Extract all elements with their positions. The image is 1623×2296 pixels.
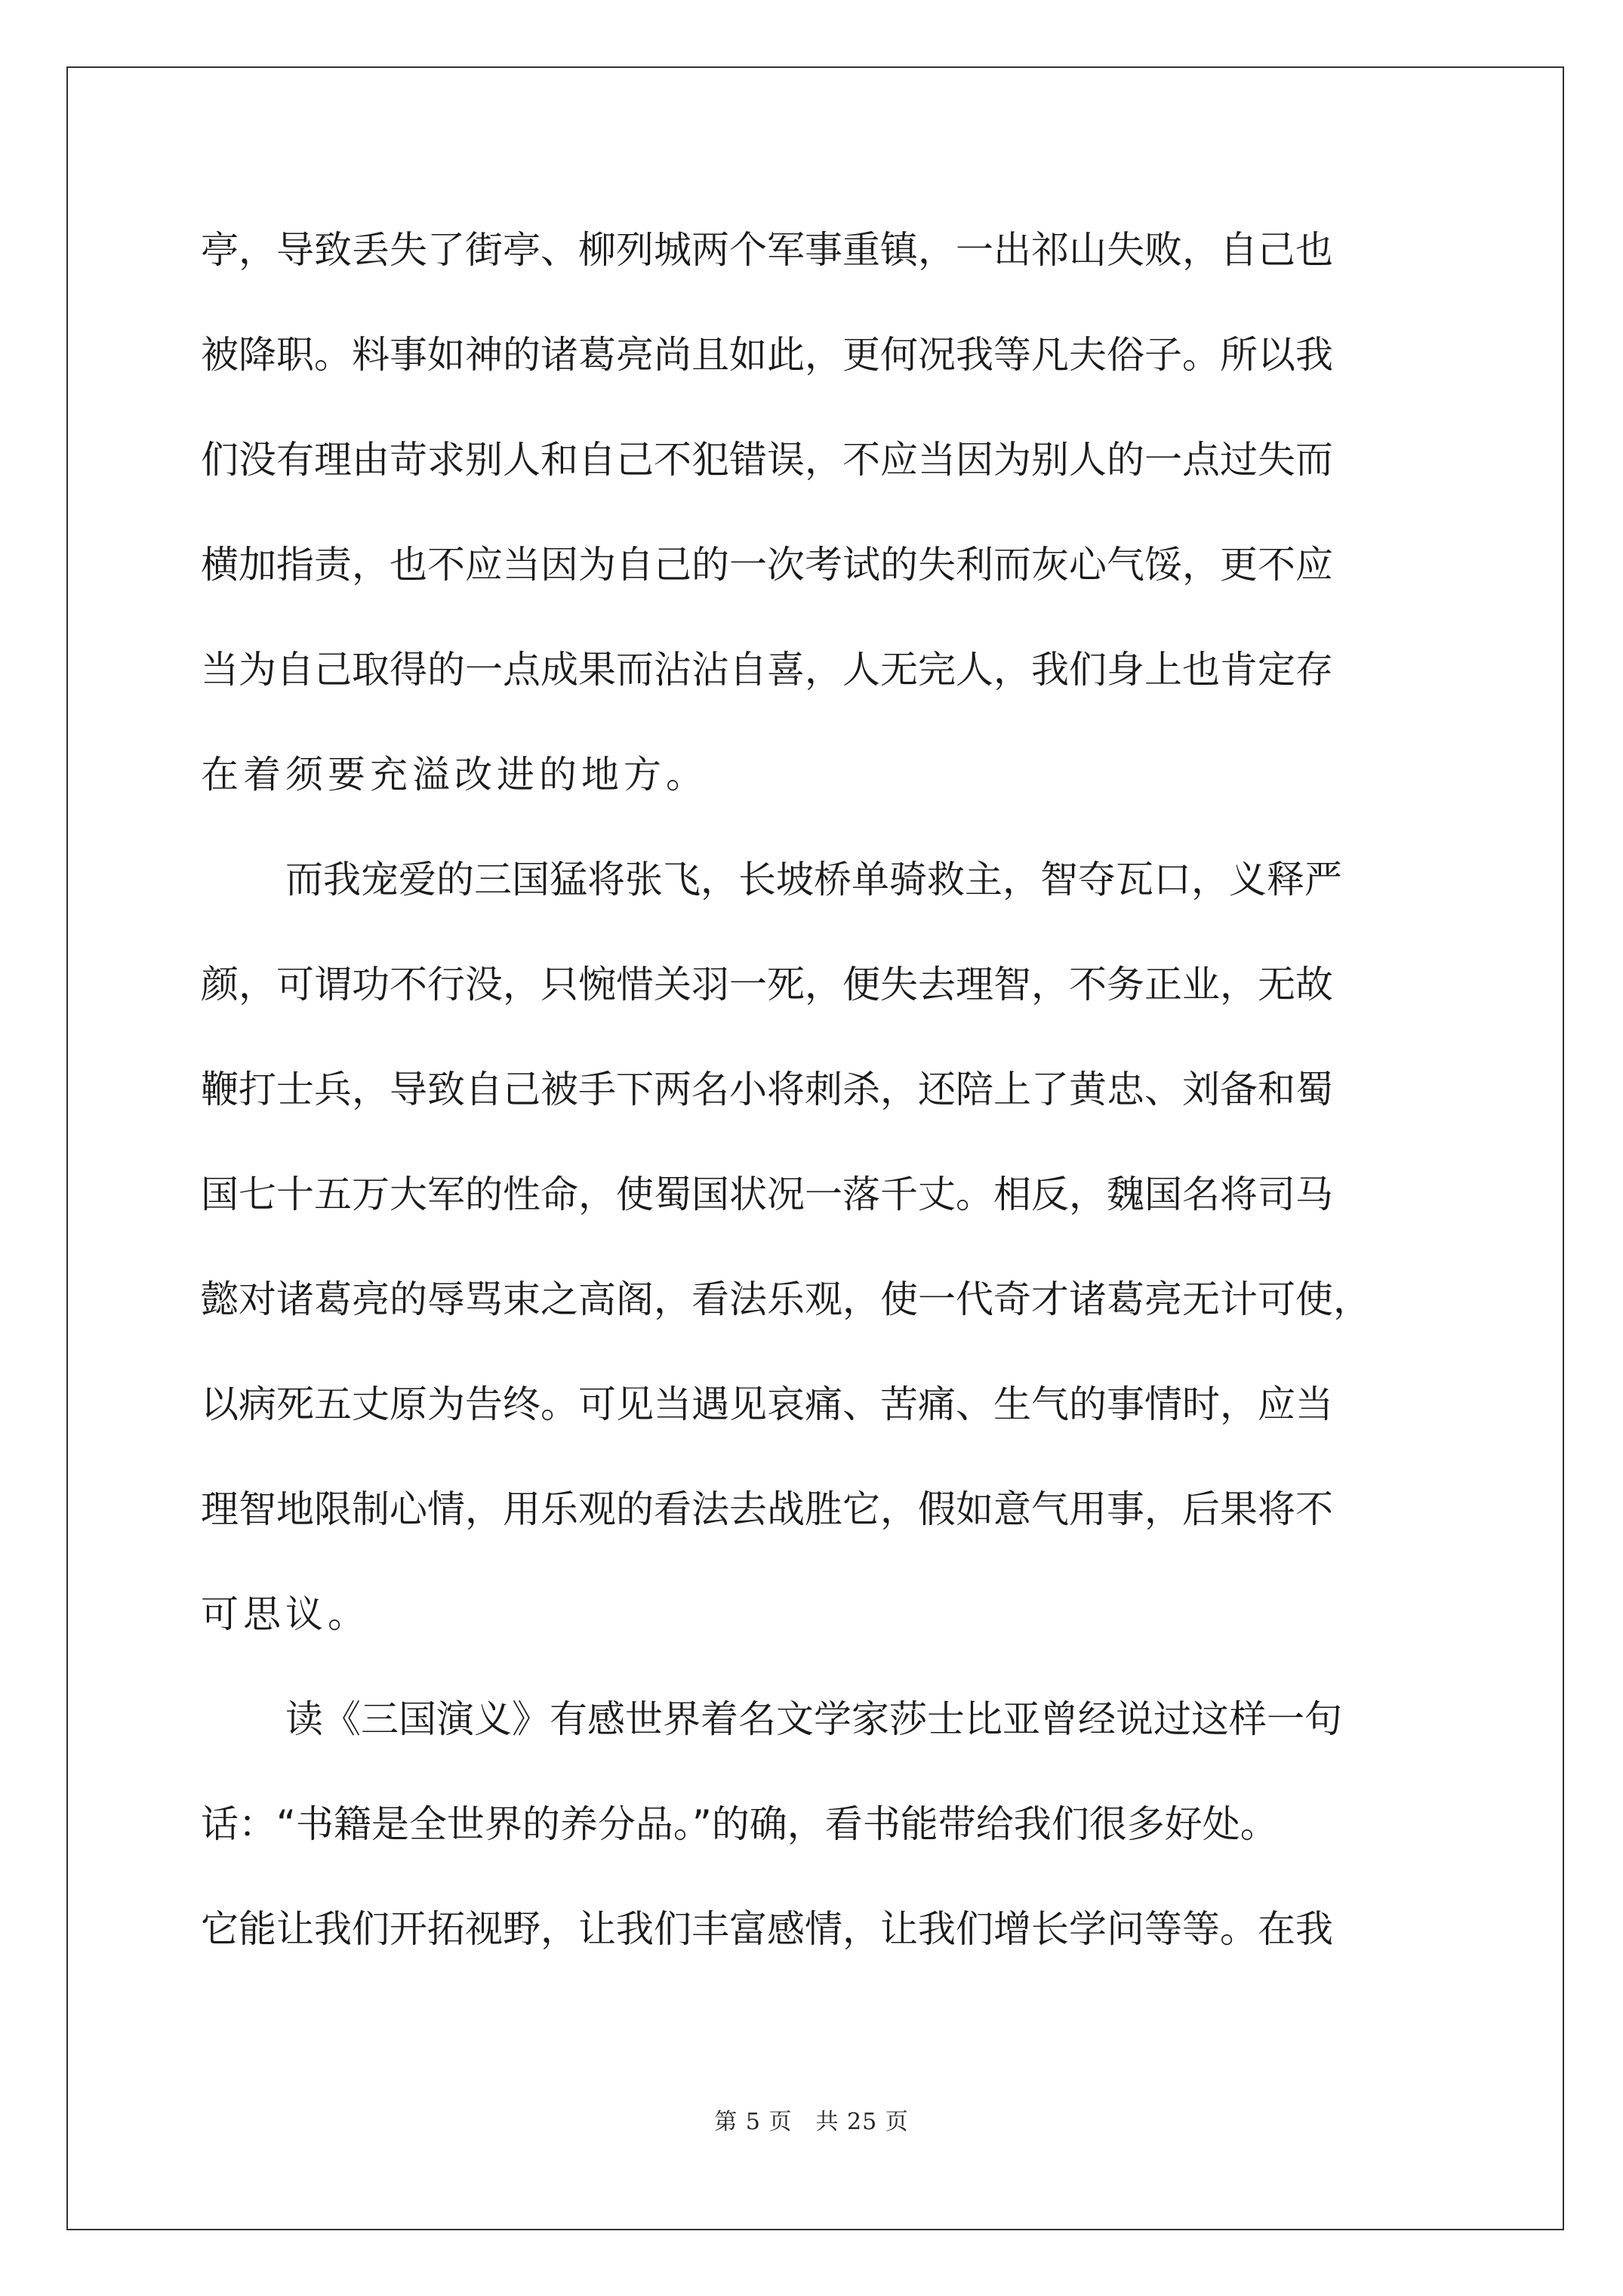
text-line: 可思议。	[201, 1592, 370, 1636]
text-line: 读《三国演义》有感世界着名文学家莎士比亚曾经说过这样一句	[285, 1697, 1342, 1741]
text-line: 它能让我们开拓视野，让我们丰富感情，让我们增长学问等等。在我	[201, 1907, 1333, 1951]
paragraph	[201, 827, 1439, 1667]
text-line: 们没有理由苛求别人和自己不犯错误，不应当因为别人的一点过失而	[201, 438, 1333, 482]
text-line: 理智地限制心情，用乐观的看法去战胜它，假如意气用事，后果将不	[201, 1487, 1333, 1531]
text-line: 颜，可谓功不行没，只惋惜关羽一死，便失去理智，不务正业，无故	[201, 963, 1333, 1006]
text-line: 亭，导致丢失了街亭、柳列城两个军事重镇，一出祁山失败，自己也	[201, 228, 1333, 272]
text-line: 而我宠爱的三国猛将张飞，长坡桥单骑救主，智夺瓦口，义释严	[285, 858, 1342, 901]
text-line: 被降职。料事如神的诸葛亮尚且如此，更何况我等凡夫俗子。所以我	[201, 333, 1333, 377]
document-body	[201, 198, 1439, 1982]
paragraph	[201, 198, 1439, 827]
text-line: 横加指责，也不应当因为自己的一次考试的失利而灰心气馁，更不应	[201, 543, 1333, 587]
paragraph	[201, 1667, 1439, 1982]
text-line: 鞭打士兵，导致自己被手下两名小将刺杀，还陪上了黄忠、刘备和蜀	[201, 1068, 1333, 1111]
text-line: 以病死五丈原为告终。可见当遇见哀痛、苦痛、生气的事情时，应当	[201, 1382, 1333, 1426]
text-line: 懿对诸葛亮的辱骂束之高阁，看法乐观，使一代奇才诸葛亮无计可使，	[201, 1277, 1371, 1321]
page-footer: 第 5 页 共 25 页	[714, 2109, 909, 2135]
text-line: 当为自己取得的一点成果而沾沾自喜，人无完人，我们身上也肯定存	[201, 648, 1333, 692]
text-line: 话：“书籍是全世界的养分品。”的确，看书能带给我们很多好处。	[201, 1802, 1278, 1846]
text-line: 国七十五万大军的性命，使蜀国状况一落千丈。相反，魏国名将司马	[201, 1173, 1333, 1216]
text-line: 在着须要充溢改进的地方。	[201, 753, 708, 797]
